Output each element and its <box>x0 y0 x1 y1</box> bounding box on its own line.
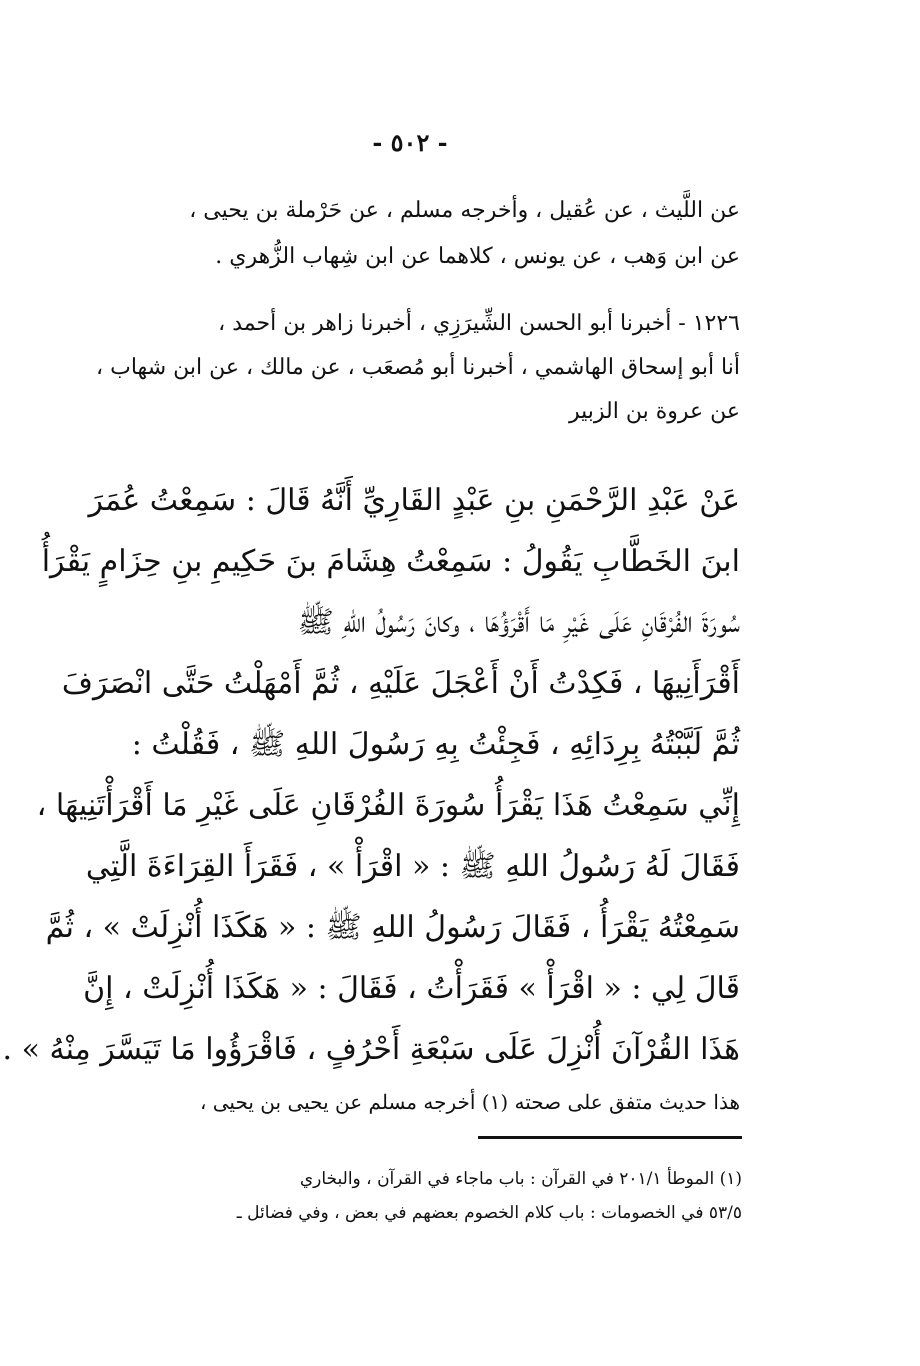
footnotes <box>102 1162 742 1230</box>
footnote-line: (١) الموطأ ٢٠١/١ في القرآن : باب ماجاء في القرآن ، والبخاري <box>299 1169 742 1189</box>
page-number: - ٥٠٢ - <box>372 128 448 157</box>
isnad-paragraph <box>96 302 740 434</box>
text-line: هذا حديث متفق على صحته (١) أخرجه مسلم عن يحيى بن يحيى ، <box>199 1090 740 1114</box>
hadith-line: إِنِّي سَمِعْتُ هَذَا يَقْرَأُ سُورَةَ الفُرْقَانِ عَلَى غَيْرِ مَا أَقْرَأْتَنِيهَا ، <box>36 788 740 823</box>
conclusion-line <box>100 1082 740 1122</box>
hadith-line: ثُمَّ لَبَّبْتُهُ بِرِدَائِهِ ، فَجِئْتُ بِهِ رَسُولَ اللهِ ﷺ ، فَقُلْتُ : <box>131 727 740 762</box>
hadith-line: عَنْ عَبْدِ الرَّحْمَنِ بنِ عَبْدٍ القَارِيِّ أَنَّهُ قَالَ : سَمِعْتُ عُمَرَ <box>88 483 740 518</box>
hadith-line: هَذَا القُرْآنَ أُنْزِلَ عَلَى سَبْعَةِ أَحْرُفٍ ، فَاقْرَؤُوا مَا تَيَسَّرَ مِنْهُ » . <box>2 1032 740 1067</box>
text-line: أنا أبو إسحاق الهاشمي ، أخبرنا أبو مُصعَب ، عن مالك ، عن ابن شهاب ، <box>96 355 740 380</box>
hadith-line: أَقْرَأَنِيهَا ، فَكِدْتُ أَنْ أَعْجَلَ عَلَيْهِ ، ثُمَّ أَمْهَلْتُ حَتَّى انْصَرَفَ <box>61 666 740 701</box>
hadith-line: سَمِعْتُهُ يَقْرَأُ ، فَقَالَ رَسُولُ اللهِ ﷺ : « هَكَذَا أُنْزِلَتْ » ، ثُمَّ <box>45 910 740 945</box>
text-line: عن ابن وَهب ، عن يونس ، كلاهما عن ابن شِهاب الزُّهري . <box>215 244 740 269</box>
footnote-line: ٥٣/٥ في الخصومات : باب كلام الخصوم بعضهم في بعض ، وفي فضائل ـ <box>236 1203 742 1223</box>
hadith-line: قَالَ لِي : « اقْرَأْ » فَقَرَأْتُ ، فَقَالَ : « هَكَذَا أُنْزِلَتْ ، إِنَّ <box>83 971 740 1006</box>
text-line: عن اللَّيث ، عن عُقيل ، وأخرجه مسلم ، عن حَرْملة بن يحيى ، <box>189 198 740 223</box>
text-line: عن عروة بن الزبير <box>569 399 740 424</box>
hadith-line: فَقَالَ لَهُ رَسُولُ اللهِ ﷺ : « اقْرَأْ » ، فَقَرَأَ القِرَاءَةَ الَّتِي <box>85 849 740 884</box>
intro-paragraph <box>100 188 740 280</box>
hadith-line: سُورَةَ الفُرْقَانِ عَلَى غَيْرِ مَا أَقْرَؤُهَا ، وكانَ رَسُولُ اللهِ ﷺ <box>297 605 740 640</box>
hadith-line: ابنَ الخَطَّابِ يَقُولُ : سَمِعْتُ هِشَامَ بنَ حَكِيمِ بنِ حِزَامٍ يَقْرَأُ <box>41 544 740 579</box>
hadith-text <box>2 470 740 1080</box>
footnote-divider <box>478 1136 742 1139</box>
text-line: ١٢٢٦ - أخبرنا أبو الحسن الشِّيرَزِي ، أخبرنا زاهر بن أحمد ، <box>218 311 740 336</box>
